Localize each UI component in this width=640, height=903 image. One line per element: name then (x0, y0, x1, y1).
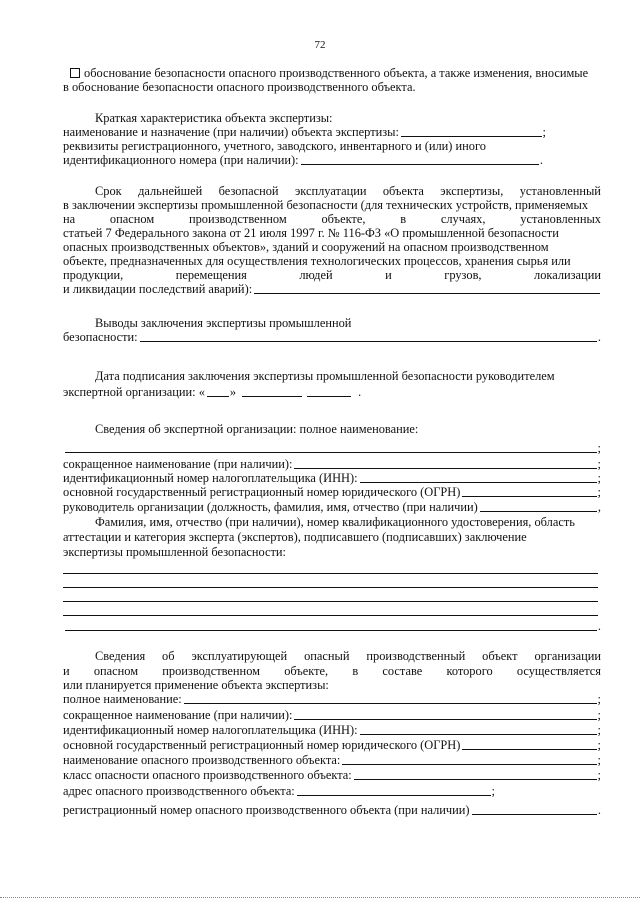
operator-hpo-address-line[interactable] (297, 785, 491, 796)
operator-full-name-line[interactable] (184, 693, 597, 704)
service-life-line[interactable] (254, 283, 600, 294)
operator-short-name-field: сокращенное наименование (при наличии): ; (63, 708, 601, 722)
operator-inn-line[interactable] (360, 724, 597, 735)
operator-full-name-field: полное наименование: ; (63, 692, 601, 706)
experts-blank-line-5: . (63, 619, 601, 633)
service-life-line-5: опасных производственных объектов», зданий и сооружений на опасном производственном (63, 240, 549, 254)
signing-month-line[interactable] (242, 386, 302, 397)
conclusions-line[interactable] (140, 331, 597, 342)
service-life-line-6: объекте, предназначенных для осуществления технологических процессов, хранения сырья или (63, 254, 571, 268)
service-life-line-3: на опасном производственном объекте, в случаях, установленных (63, 212, 601, 226)
operator-ogrn-field: основной государственный регистрационный номер юридического (ОГРН) ; (63, 738, 601, 752)
expert-org-short-name-line[interactable] (294, 458, 596, 469)
signing-day-line[interactable] (207, 386, 229, 397)
operator-hazard-class-field: класс опасности опасного производственного объекта: ; (63, 768, 601, 782)
object-name-field: наименование и назначение (при наличии) объекта экспертизы: ; (63, 125, 546, 139)
operator-hazard-class-line[interactable] (354, 769, 597, 780)
expert-org-full-name-field: ; (63, 441, 601, 455)
service-life-line-2: в заключении экспертизы промышленной безопасности (для технических устройств, применяемых (63, 198, 589, 212)
operator-hpo-address-field: адрес опасного производственного объекта: ; (63, 784, 495, 798)
justification-line-2: в обоснование безопасности опасного производственного объекта. (63, 80, 416, 94)
service-life-field: и ликвидации последствий аварий): (63, 282, 601, 296)
signing-year-line[interactable] (307, 386, 351, 397)
page-bottom-edge (0, 897, 640, 898)
operator-reg-number-field: регистрационный номер опасного производственного объекта (при наличии) . (63, 803, 601, 817)
expert-org-full-name-line[interactable] (65, 442, 597, 453)
operator-reg-number-line[interactable] (472, 804, 597, 815)
operator-hpo-name-line[interactable] (342, 754, 596, 765)
expert-org-ogrn-field: основной государственный регистрационный номер юридического (ОГРН) ; (63, 485, 601, 499)
service-life-line-4: статьей 7 Федерального закона от 21 июля 1997 г. № 116-ФЗ «О промышленной безопасности (63, 226, 559, 240)
object-brief-heading: Краткая характеристика объекта экспертизы: (95, 111, 333, 125)
service-life-line-7: продукции, перемещения людей и грузов, локализации (63, 268, 601, 282)
expert-org-head-field: руководитель организации (должность, фамилия, имя, отчество (при наличии) , (63, 500, 601, 514)
expert-org-ogrn-line[interactable] (462, 486, 596, 497)
experts-blank-line-5-line[interactable] (65, 620, 597, 631)
object-details-label: реквизиты регистрационного, учетного, заводского, инвентарного и (или) иного (63, 139, 486, 153)
experts-blank-line-2[interactable] (63, 587, 598, 588)
justification-line-1: обоснование безопасности опасного производственного объекта, а также изменения, вносимые (70, 66, 601, 80)
object-id-field: идентификационного номера (при наличии): . (63, 153, 543, 167)
service-life-line-1: Срок дальнейшей безопасной эксплуатации объекта экспертизы, установленный (95, 184, 601, 198)
experts-line-3: экспертизы промышленной безопасности: (63, 545, 286, 559)
expert-org-heading: Сведения об экспертной организации: полное наименование: (95, 422, 419, 436)
experts-line-2: аттестации и категория эксперта (экспертов), подписавшего (подписавших) заключение (63, 530, 527, 544)
object-id-line[interactable] (301, 154, 539, 165)
page-number: 72 (314, 39, 326, 51)
operator-inn-field: идентификационный номер налогоплательщика (ИНН): ; (63, 723, 601, 737)
conclusions-field: безопасности: . (63, 330, 601, 344)
experts-blank-line-4[interactable] (63, 615, 598, 616)
expert-org-inn-field: идентификационный номер налогоплательщика (ИНН): ; (63, 471, 601, 485)
operator-org-line-3: или планируется применение объекта экспертизы: (63, 678, 329, 692)
experts-line-1: Фамилия, имя, отчество (при наличии), номер квалификационного удостоверения, область (95, 515, 575, 529)
object-name-line[interactable] (401, 126, 542, 137)
operator-hpo-name-field: наименование опасного производственного объекта: ; (63, 753, 601, 767)
checkbox[interactable] (70, 68, 80, 78)
operator-org-line-1: Сведения об эксплуатирующей опасный производственный объект организации (95, 649, 601, 663)
signing-date-line-1: Дата подписания заключения экспертизы промышленной безопасности руководителем (95, 369, 555, 383)
experts-blank-line-1[interactable] (63, 573, 598, 574)
expert-org-inn-line[interactable] (360, 472, 597, 483)
operator-ogrn-line[interactable] (462, 739, 596, 750)
operator-org-line-2: и опасном производственном объекте, в составе которого осуществляется (63, 664, 601, 678)
expert-org-head-line[interactable] (480, 501, 597, 512)
expert-org-short-name-field: сокращенное наименование (при наличии): ; (63, 457, 601, 471)
signing-date-field: экспертной организации: « » . (63, 385, 362, 399)
operator-short-name-line[interactable] (294, 709, 596, 720)
conclusions-heading: Выводы заключения экспертизы промышленной (95, 316, 352, 330)
experts-blank-line-3[interactable] (63, 601, 598, 602)
